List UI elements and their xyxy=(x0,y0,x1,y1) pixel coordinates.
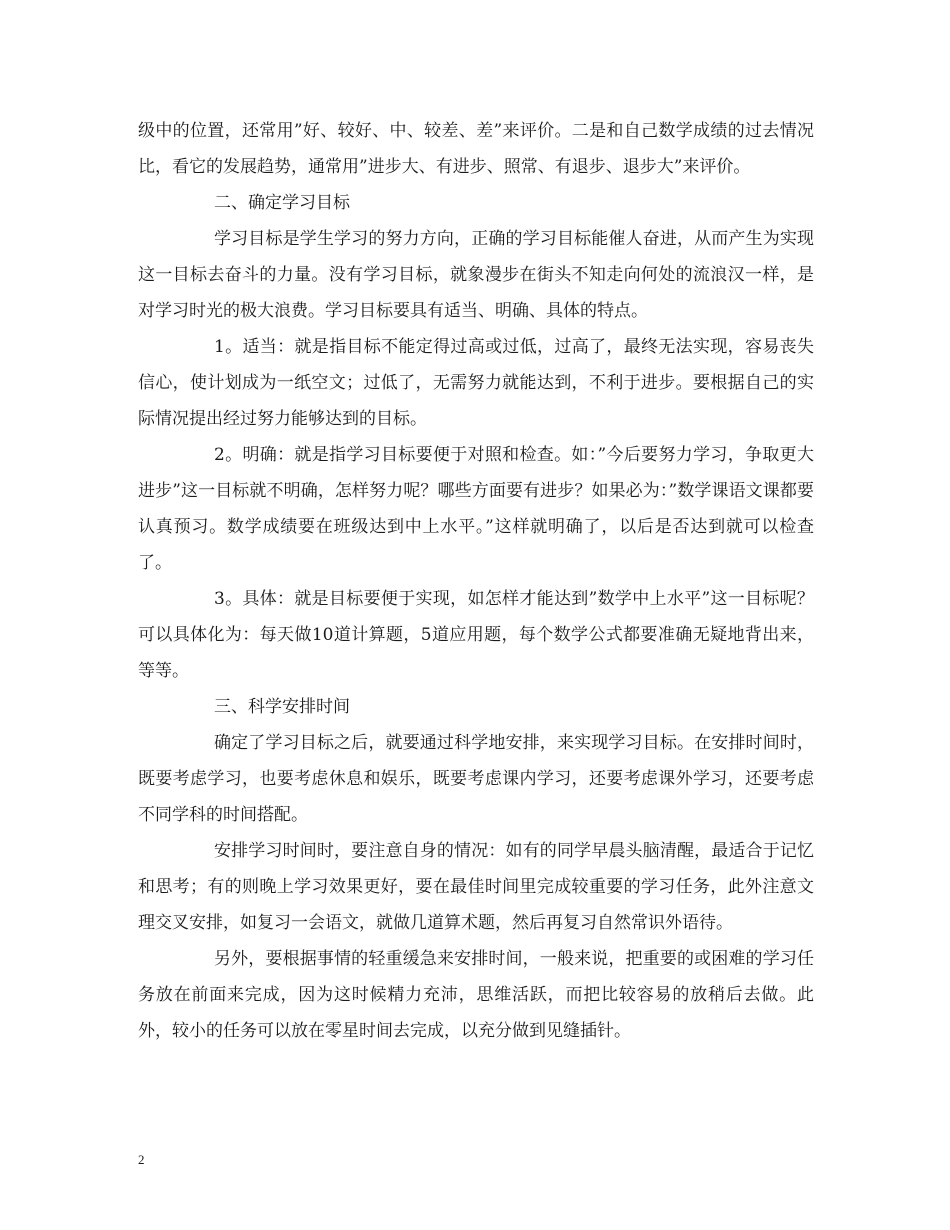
paragraph: 2。明确：就是指学习目标要便于对照和检查。如：”今后要努力学习，争取更大进步”这一目标就不明确，怎样努力呢？哪些方面要有进步？如果必为：”数学课语文课都要认真预习。数学成绩要在班级达到中上水平。”这样就明确了，以后是否达到就可以检查了。 xyxy=(138,445,814,573)
paragraph: 级中的位置，还常用”好、较好、中、较差、差”来评价。二是和自己数学成绩的过去情况比，看它的发展趋势，通常用”进步大、有进步、照常、有退步、退步大”来评价。 xyxy=(138,121,814,177)
paragraph: 3。具体：就是目标要便于实现，如怎样才能达到”数学中上水平”这一目标呢？可以具体化为：每天做10道计算题，5道应用题，每个数学公式都要准确无疑地背出来，等等。 xyxy=(138,589,814,681)
paragraph: 安排学习时间时，要注意自身的情况：如有的同学早晨头脑清醒，最适合于记忆和思考；有的则晚上学习效果更好，要在最佳时间里完成较重要的学习任务，此外注意文理交叉安排，如复习一会语文，就做几道算术题，然后再复习自然常识外语待。 xyxy=(138,841,814,933)
paragraph: 1。适当：就是指目标不能定得过高或过低，过高了，最终无法实现，容易丧失信心，使计划成为一纸空文；过低了，无需努力就能达到，不利于进步。要根据自己的实际情况提出经过努力能够达到的目标。 xyxy=(138,337,814,429)
paragraph: 另外，要根据事情的轻重缓急来安排时间，一般来说，把重要的或困难的学习任务放在前面来完成，因为这时候精力充沛，思维活跃，而把比较容易的放稍后去做。此外，较小的任务可以放在零星时间去完成，以充分做到见缝插针。 xyxy=(138,949,814,1041)
paragraph: 确定了学习目标之后，就要通过科学地安排，来实现学习目标。在安排时间时，既要考虑学习，也要考虑休息和娱乐，既要考虑课内学习，还要考虑课外学习，还要考虑不同学科的时间搭配。 xyxy=(138,733,814,825)
section-heading: 二、确定学习目标 xyxy=(214,193,350,213)
document-body xyxy=(138,113,814,1049)
paragraph: 学习目标是学生学习的努力方向，正确的学习目标能催人奋进，从而产生为实现这一目标去奋斗的力量。没有学习目标，就象漫步在街头不知走向何处的流浪汉一样，是对学习时光的极大浪费。学习目标要具有适当、明确、具体的特点。 xyxy=(138,229,814,321)
section-heading: 三、科学安排时间 xyxy=(214,697,350,717)
page-number: 2 xyxy=(138,1152,145,1167)
